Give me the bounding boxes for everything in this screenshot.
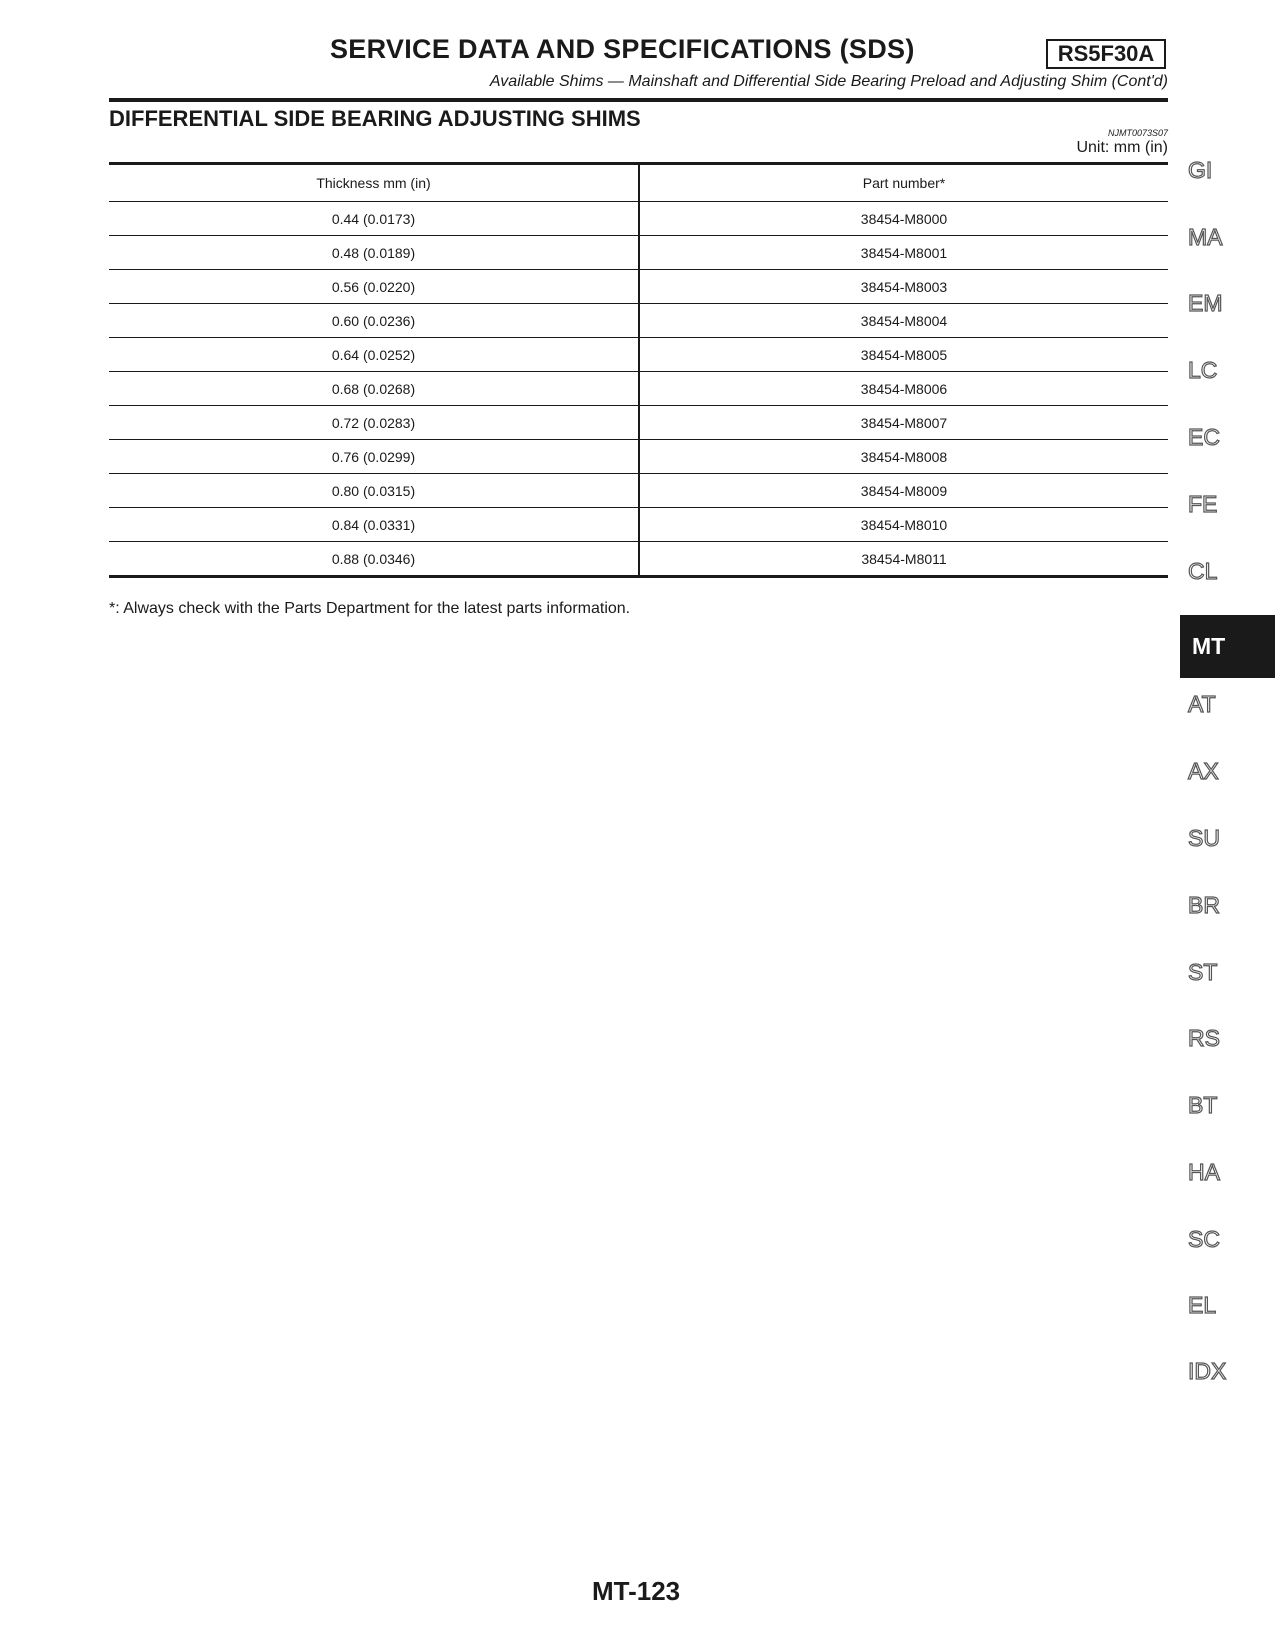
thickness-cell: 0.80 (0.0315) — [109, 474, 639, 508]
column-header-part-number: Part number* — [639, 164, 1168, 202]
table-row — [109, 406, 1168, 440]
section-tab-el[interactable]: EL — [1188, 1292, 1217, 1318]
table-row — [109, 508, 1168, 542]
thickness-cell: 0.88 (0.0346) — [109, 542, 639, 577]
thickness-cell: 0.56 (0.0220) — [109, 270, 639, 304]
table-header-row — [109, 164, 1168, 202]
section-tab-fe[interactable]: FE — [1188, 491, 1218, 517]
section-tab-rs[interactable]: RS — [1188, 1025, 1220, 1051]
section-tab-mt[interactable]: MT — [1180, 615, 1275, 678]
page-number: MT-123 — [592, 1576, 681, 1606]
table-row — [109, 474, 1168, 508]
section-tab-st[interactable]: ST — [1188, 959, 1218, 985]
thickness-cell: 0.76 (0.0299) — [109, 440, 639, 474]
page-title: SERVICE DATA AND SPECIFICATIONS (SDS) — [330, 34, 915, 64]
part-number-cell: 38454-M8007 — [639, 406, 1168, 440]
thickness-cell: 0.72 (0.0283) — [109, 406, 639, 440]
part-number-cell: 38454-M8011 — [861, 550, 947, 567]
part-number-cell: 38454-M8003 — [639, 270, 1168, 304]
footnote: *: Always check with the Parts Department for the latest parts information. — [109, 600, 631, 617]
section-tab-su[interactable]: SU — [1188, 825, 1220, 851]
section-tab-ma[interactable]: MA — [1188, 224, 1223, 250]
thickness-cell: 0.60 (0.0236) — [109, 304, 639, 338]
table-row — [109, 270, 1168, 304]
part-number-cell: 38454-M8005 — [639, 338, 1168, 372]
section-tab-at[interactable]: AT — [1188, 691, 1216, 717]
unit-label: Unit: mm (in) — [1076, 139, 1168, 156]
part-number-cell: 38454-M8010 — [639, 508, 1168, 542]
section-tab-lc[interactable]: LC — [1188, 357, 1218, 383]
table-row — [109, 440, 1168, 474]
section-tab-sc[interactable]: SC — [1188, 1226, 1220, 1252]
page-subtitle: Available Shims — Mainshaft and Differential Side Bearing Preload and Adjusting Shim (Cont'd) — [489, 73, 1168, 90]
table-row — [109, 202, 1168, 236]
thickness-cell: 0.48 (0.0189) — [109, 236, 639, 270]
section-tab-idx[interactable]: IDX — [1188, 1358, 1227, 1384]
section-tab-ec[interactable]: EC — [1188, 424, 1220, 450]
table-row — [109, 236, 1168, 270]
part-number-cell: 38454-M8008 — [639, 440, 1168, 474]
thickness-cell: 0.44 (0.0173) — [109, 202, 639, 236]
table-row — [109, 304, 1168, 338]
part-number-cell: 38454-M8001 — [639, 236, 1168, 270]
part-number-cell: 38454-M8009 — [639, 474, 1168, 508]
section-tab-ha[interactable]: HA — [1188, 1159, 1220, 1185]
thickness-cell: 0.84 (0.0331) — [109, 508, 639, 542]
header-rule — [109, 98, 1168, 102]
part-number-cell: 38454-M8000 — [639, 202, 1168, 236]
section-tab-br[interactable]: BR — [1188, 892, 1220, 918]
section-tab-cl[interactable]: CL — [1188, 558, 1218, 584]
thickness-cell: 0.68 (0.0268) — [109, 372, 639, 406]
section-tab-em[interactable]: EM — [1188, 290, 1223, 316]
table-row — [109, 372, 1168, 406]
part-number-cell: 38454-M8004 — [639, 304, 1168, 338]
shim-table — [109, 162, 1168, 578]
table-row — [109, 542, 1168, 577]
section-tab-bt[interactable]: BT — [1188, 1092, 1218, 1118]
thickness-cell: 0.64 (0.0252) — [109, 338, 639, 372]
section-tab-ax[interactable]: AX — [1188, 758, 1219, 784]
section-tab-gi[interactable]: GI — [1188, 157, 1213, 183]
model-code-box: RS5F30A — [1046, 39, 1166, 69]
table-row — [109, 338, 1168, 372]
section-heading: DIFFERENTIAL SIDE BEARING ADJUSTING SHIMS — [109, 106, 641, 131]
part-number-cell: 38454-M8006 — [639, 372, 1168, 406]
reference-code: NJMT0073S07 — [1107, 128, 1168, 138]
column-header-thickness: Thickness mm (in) — [109, 164, 639, 202]
